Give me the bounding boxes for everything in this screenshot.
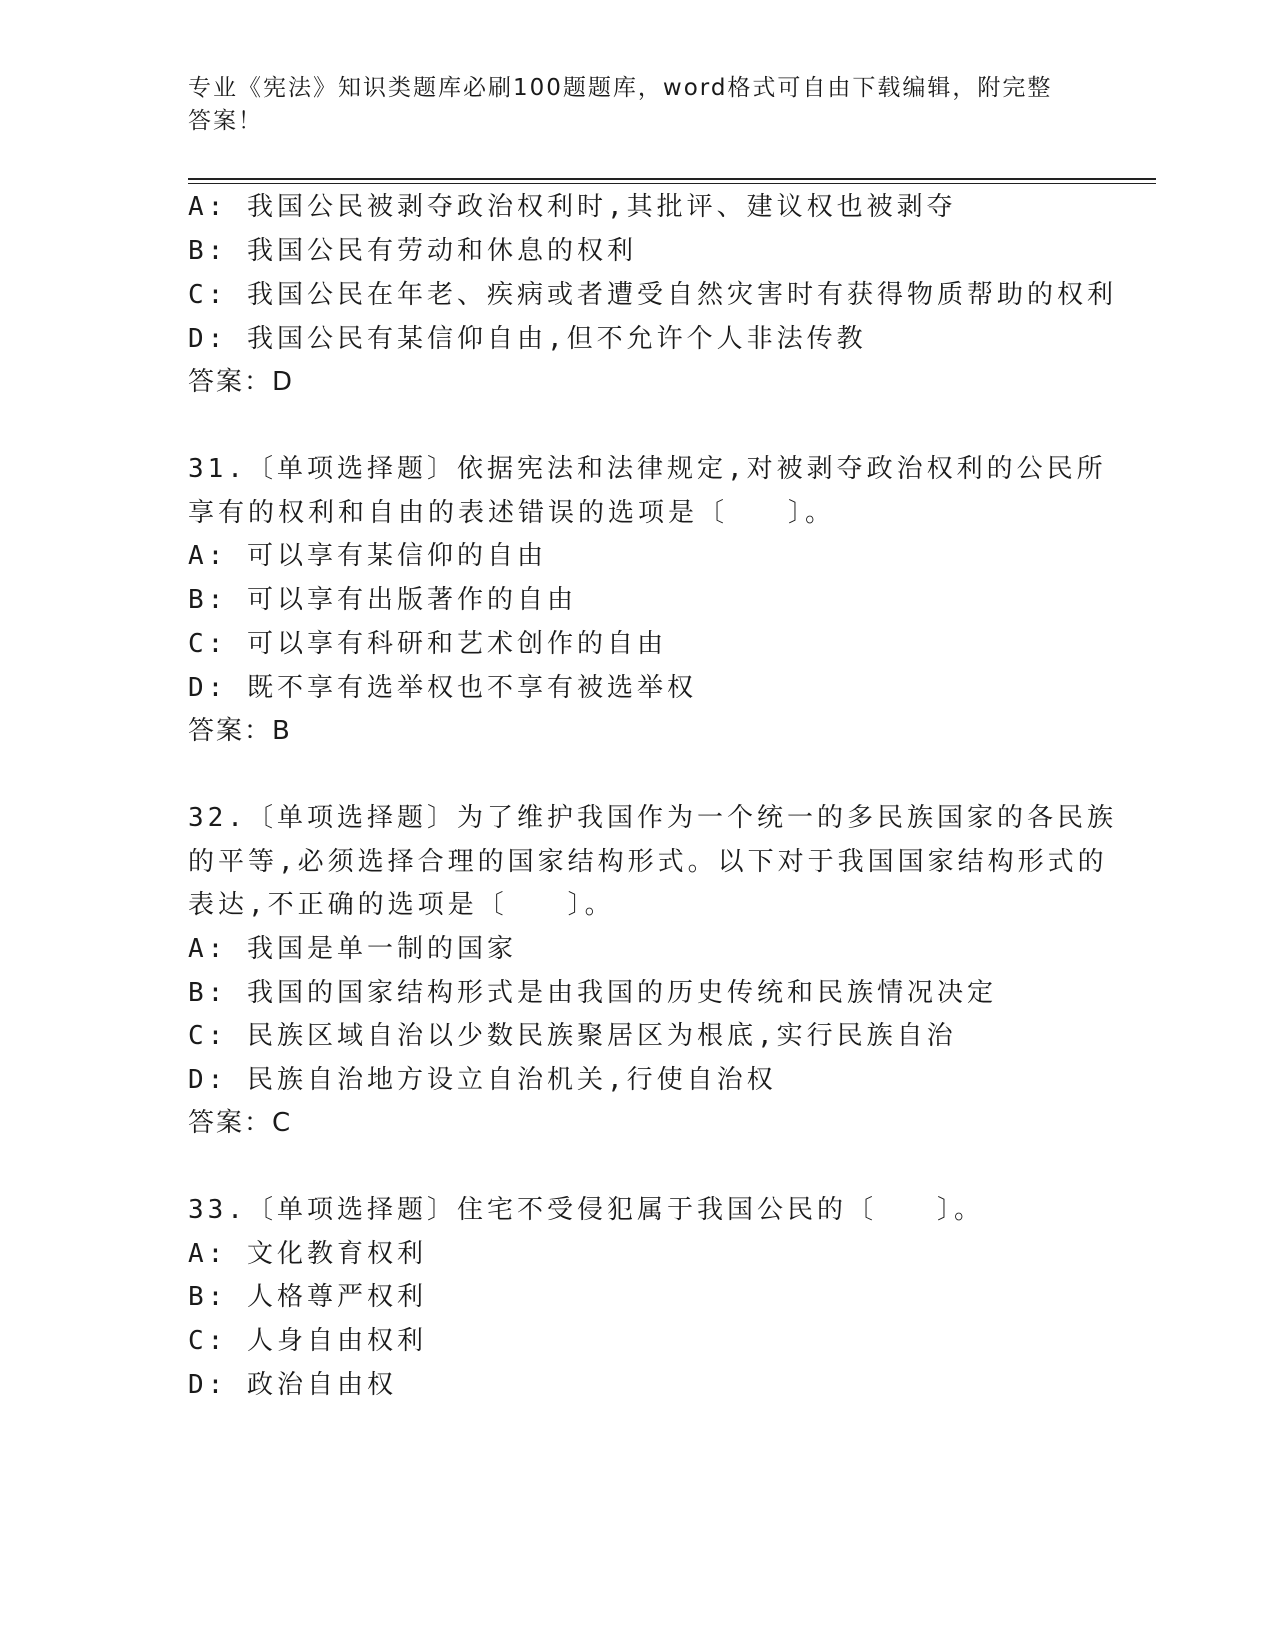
header-divider-thin [188, 183, 1156, 184]
header-divider-thick [188, 178, 1156, 180]
q32-option-d: D: 民族自治地方设立自治机关,行使自治权 [188, 1065, 777, 1095]
q31-option-b: B: 可以享有出版著作的自由 [188, 585, 577, 615]
q33-option-a: A: 文化教育权利 [188, 1239, 427, 1269]
q32-option-c: C: 民族区域自治以少数民族聚居区为根底,实行民族自治 [188, 1021, 957, 1051]
q32-answer: 答案：C [188, 1108, 293, 1138]
q32-option-a: A: 我国是单一制的国家 [188, 934, 517, 964]
q31-option-d: D: 既不享有选举权也不享有被选举权 [188, 673, 697, 703]
prev-option-a: A: 我国公民被剥夺政治权利时,其批评、建议权也被剥夺 [188, 192, 957, 222]
q32-stem-line-1: 32.〔单项选择题〕为了维护我国作为一个统一的多民族国家的各民族 [188, 803, 1117, 833]
q33-option-b: B: 人格尊严权利 [188, 1282, 427, 1312]
q31-option-a: A: 可以享有某信仰的自由 [188, 541, 547, 571]
prev-option-d: D: 我国公民有某信仰自由,但不允许个人非法传教 [188, 324, 867, 354]
q32-stem-line-3: 表达,不正确的选项是〔 〕。 [188, 890, 615, 920]
q33-option-d: D: 政治自由权 [188, 1370, 397, 1400]
q32-option-b: B: 我国的国家结构形式是由我国的历史传统和民族情况决定 [188, 978, 997, 1008]
q31-answer: 答案：B [188, 716, 292, 746]
prev-answer: 答案：D [188, 367, 295, 397]
prev-option-b: B: 我国公民有劳动和休息的权利 [188, 236, 637, 266]
q33-option-c: C: 人身自由权利 [188, 1326, 427, 1356]
q33-stem-line-1: 33.〔单项选择题〕住宅不受侵犯属于我国公民的〔 〕。 [188, 1195, 984, 1225]
q32-stem-line-2: 的平等,必须选择合理的国家结构形式。以下对于我国国家结构形式的 [188, 847, 1108, 877]
prev-option-c: C: 我国公民在年老、疾病或者遭受自然灾害时有获得物质帮助的权利 [188, 280, 1117, 310]
document-title: 专业《宪法》知识类题库必刷100题题库，word格式可自由下载编辑，附完整答案！ [188, 75, 1053, 134]
q31-stem-line-1: 31.〔单项选择题〕依据宪法和法律规定,对被剥夺政治权利的公民所 [188, 454, 1107, 484]
q31-option-c: C: 可以享有科研和艺术创作的自由 [188, 629, 667, 659]
q31-stem-line-2: 享有的权利和自由的表述错误的选项是〔 〕。 [188, 498, 836, 528]
